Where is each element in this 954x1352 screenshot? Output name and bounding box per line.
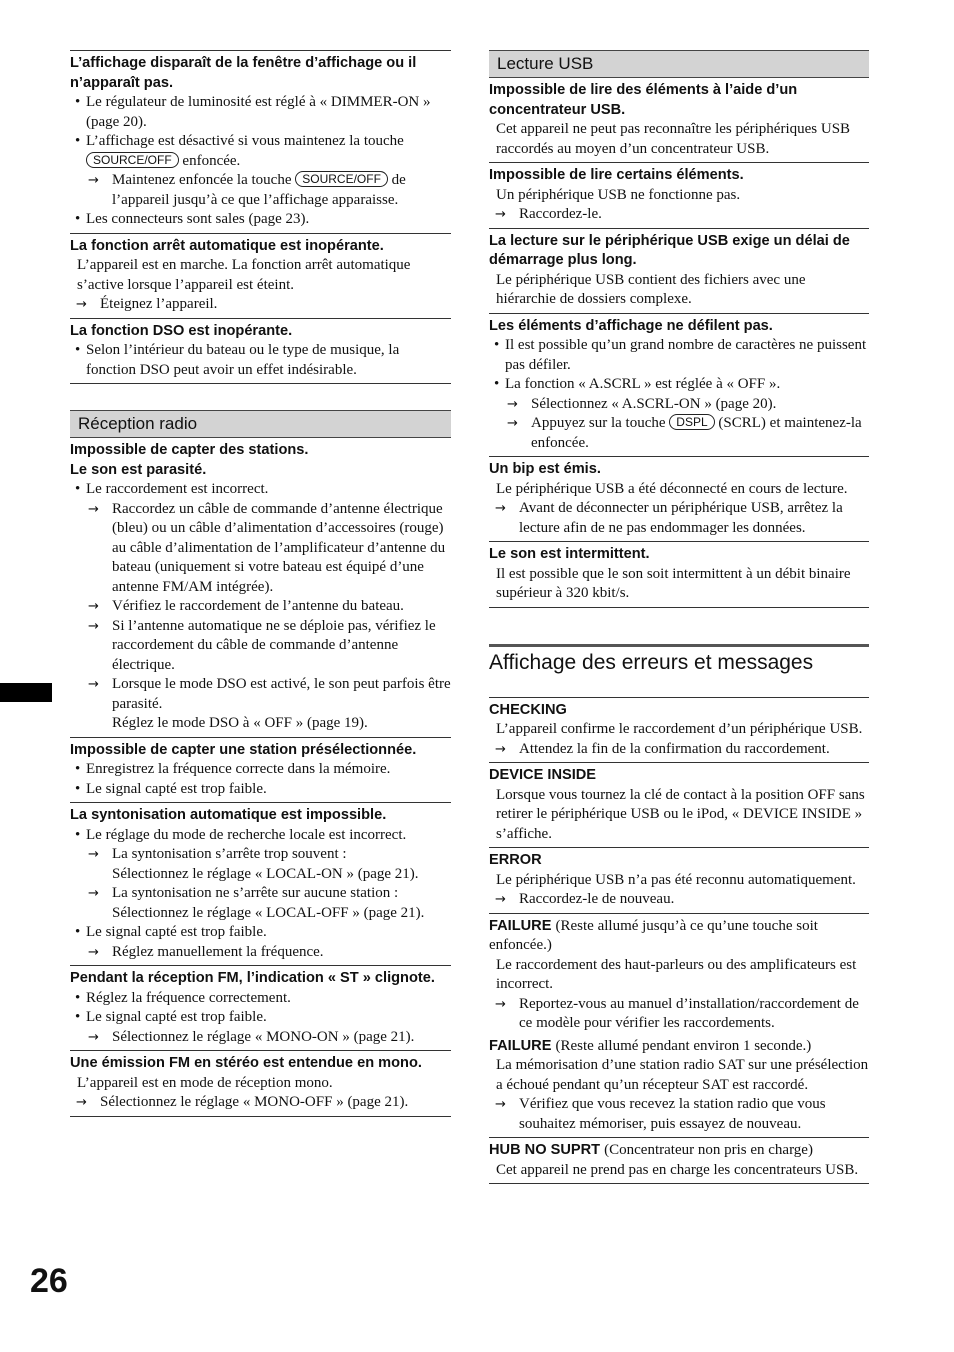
left-column [70, 50, 451, 1117]
bullet: • Selon l’intérieur du bateau ou le type de musique, la fonction DSO peut avoir un effet indésirable. [70, 341, 451, 380]
entry-intermittent [489, 542, 869, 608]
arrow-step: → Reportez-vous au manuel d’installation/raccordement de ce modèle pour vérifier les raccordements. [489, 995, 869, 1034]
entry-text: L’appareil confirme le raccordement d’un périphérique USB. [496, 721, 863, 737]
entry-failure [489, 914, 869, 1139]
entry-text: Lorsque vous tournez la clé de contact à la position OFF sans retirer le périphérique USB ou le iPod, « DEVICE INSIDE » s’affiche. [496, 786, 865, 842]
entry-st-blinks [70, 966, 451, 1051]
arrow-step: → Sélectionnez « A.SCRL-ON » (page 20). [489, 395, 869, 415]
entry-dso [70, 319, 451, 385]
arrow-step: → Lorsque le mode DSO est activé, le son peut parfois être parasité. [70, 675, 451, 714]
entry-title: La fonction arrêt automatique est inopérante. [70, 237, 384, 254]
entry-title: Impossible de capter des stations. Le son est parasité. [70, 442, 309, 478]
entry-beep [489, 457, 869, 542]
section-heading-radio: Réception radio [70, 410, 451, 438]
arrow-step-continuation: Sélectionnez le réglage « LOCAL-ON » (page 21). [112, 865, 419, 882]
bullet: • Le raccordement est incorrect. [70, 480, 451, 500]
entry-title: Une émission FM en stéréo est entendue en mono. [70, 1055, 422, 1071]
entry-title: FAILURE (Reste allumé jusqu’à ce qu’une touche soit enfoncée.) [489, 917, 818, 953]
entry-error [489, 848, 869, 914]
bullet: • Enregistrez la fréquence correcte dans la mémoire. [70, 760, 451, 780]
entry-preset-station [70, 738, 451, 804]
entry-text: Cet appareil ne peut pas reconnaître les périphériques USB raccordés au moyen d’un concentrateur USB. [496, 121, 851, 157]
arrow-step: → Réglez manuellement la fréquence. [70, 943, 451, 963]
dspl-key: DSPL [669, 414, 714, 430]
entry-auto-tuning [70, 803, 451, 966]
arrow-step: → Raccordez-le de nouveau. [489, 890, 869, 910]
arrow-step: → Si l’antenne automatique ne se déploie pas, vérifiez le raccordement du câble de commande d’antenne électrique. [70, 617, 451, 676]
bullet: • Le régulateur de luminosité est réglé à « DIMMER-ON » (page 20). [70, 93, 451, 132]
bullet: • L’affichage est désactivé si vous maintenez la touche SOURCE/OFF enfoncée. [70, 132, 451, 171]
bullet: • La fonction « A.SCRL » est réglée à « OFF ». [489, 375, 869, 395]
arrow-step-continuation: Sélectionnez le réglage « LOCAL-OFF » (page 21). [112, 904, 425, 921]
bullet: • Les connecteurs sont sales (page 23). [70, 210, 451, 230]
entry-title: La syntonisation automatique est impossible. [70, 807, 387, 823]
chapter-tab-marker [0, 683, 52, 702]
arrow-step: → Attendez la fin de la confirmation du raccordement. [489, 740, 869, 760]
entry-text: L’appareil est en marche. La fonction arrêt automatique s’active lorsque l’appareil est éteint. [77, 257, 411, 293]
source-off-key: SOURCE/OFF [86, 152, 179, 168]
arrow-step: → Sélectionnez le réglage « MONO-OFF » (page 21). [70, 1093, 451, 1113]
arrow-step: → Vérifiez que vous recevez la station radio que vous souhaitez mémoriser, puis essayez de nouveau. [489, 1095, 869, 1134]
bullet: • Le signal capté est trop faible. [70, 1008, 451, 1028]
entry-text: La mémorisation d’une station radio SAT sur une présélection a échoué pendant qu’un récepteur SAT est raccordé. [496, 1057, 869, 1093]
entry-title: HUB NO SUPRT (Concentrateur non pris en charge) [489, 1142, 813, 1158]
arrow-step: → Maintenez enfoncée la touche SOURCE/OFF de l’appareil jusqu’à ce que l’affichage apparaisse. [70, 171, 451, 210]
entry-text: Cet appareil ne prend pas en charge les concentrateurs USB. [496, 1161, 859, 1178]
arrow-step-continuation: Réglez le mode DSO à « OFF » (page 19). [112, 715, 368, 731]
entry-title: Un bip est émis. [489, 461, 601, 477]
entry-text: Le raccordement des haut-parleurs ou des amplificateurs est incorrect. [496, 956, 857, 992]
entry-auto-off [70, 234, 451, 319]
section-heading-errors: Affichage des erreurs et messages [489, 644, 869, 697]
section-heading-usb: Lecture USB [489, 50, 869, 78]
entry-title: La fonction DSO est inopérante. [70, 322, 293, 339]
entry-title: L’affichage disparaît de la fenêtre d’affichage ou il n’apparaît pas. [70, 55, 417, 91]
entry-title: CHECKING [489, 701, 567, 718]
entry-cannot-play [489, 163, 869, 229]
entry-title: Impossible de lire des éléments à l’aide d’un concentrateur USB. [489, 82, 798, 118]
arrow-step: → Éteignez l’appareil. [70, 295, 451, 315]
right-column [489, 50, 869, 1184]
entry-title: Pendant la réception FM, l’indication « ST » clignote. [70, 970, 435, 986]
arrow-step: → Raccordez-le. [489, 205, 869, 225]
entry-stereo-mono [70, 1051, 451, 1117]
entry-display-disappears [70, 50, 451, 234]
arrow-step: → La syntonisation ne s’arrête sur aucune station : [70, 884, 451, 904]
arrow-step: → Sélectionnez le réglage « MONO-ON » (page 21). [70, 1028, 451, 1048]
entry-no-scroll [489, 314, 869, 458]
bullet: • Il est possible qu’un grand nombre de caractères ne puissent pas défiler. [489, 336, 869, 375]
entry-title: Le son est intermittent. [489, 546, 650, 562]
entry-no-stations [70, 438, 451, 738]
entry-title: FAILURE (Reste allumé pendant environ 1 seconde.) [489, 1037, 812, 1054]
arrow-step: → Appuyez sur la touche DSPL (SCRL) et maintenez-la enfoncée. [489, 414, 869, 453]
entry-checking [489, 697, 869, 764]
bullet: • Réglez la fréquence correctement. [70, 989, 451, 1009]
entry-title: ERROR [489, 852, 542, 868]
arrow-step: → Raccordez un câble de commande d’antenne électrique (bleu) ou un câble d’alimentation d’accessoires (rouge) au câble d’alimentation de l’amplificateur d’antenne du bateau (uniquement si votre bateau est équipé d’une antenne FM/AM intégrée). [70, 500, 451, 598]
entry-text: L’appareil est en mode de réception mono. [77, 1074, 333, 1091]
entry-device-inside [489, 763, 869, 848]
arrow-step: → Vérifiez le raccordement de l’antenne du bateau. [70, 597, 451, 617]
entry-usb-hub [489, 78, 869, 163]
arrow-step: → La syntonisation s’arrête trop souvent : [70, 845, 451, 865]
entry-long-start [489, 229, 869, 314]
entry-title: Impossible de lire certains éléments. [489, 167, 744, 183]
entry-text: Le périphérique USB contient des fichiers avec une hiérarchie de dossiers complexe. [496, 271, 806, 307]
entry-title: Les éléments d’affichage ne défilent pas. [489, 317, 773, 334]
bullet: • Le réglage du mode de recherche locale est incorrect. [70, 826, 451, 846]
page-number: 26 [30, 1262, 68, 1300]
entry-text: Le périphérique USB n’a pas été reconnu automatiquement. [496, 871, 856, 888]
entry-title: Impossible de capter une station présélectionnée. [70, 741, 417, 758]
entry-title: DEVICE INSIDE [489, 767, 597, 783]
entry-text: Le périphérique USB a été déconnecté en cours de lecture. [496, 480, 848, 497]
entry-text: Il est possible que le son soit intermittent à un débit binaire supérieur à 320 kbit/s. [496, 565, 851, 601]
arrow-step: → Avant de déconnecter un périphérique USB, arrêtez la lecture afin de ne pas endommager les données. [489, 499, 869, 538]
bullet: • Le signal capté est trop faible. [70, 923, 451, 943]
entry-text: Un périphérique USB ne fonctionne pas. [496, 186, 741, 203]
entry-title: La lecture sur le périphérique USB exige un délai de démarrage plus long. [489, 232, 850, 268]
entry-hub-no-suprt [489, 1138, 869, 1184]
source-off-key: SOURCE/OFF [295, 171, 388, 187]
bullet: • Le signal capté est trop faible. [70, 780, 451, 800]
